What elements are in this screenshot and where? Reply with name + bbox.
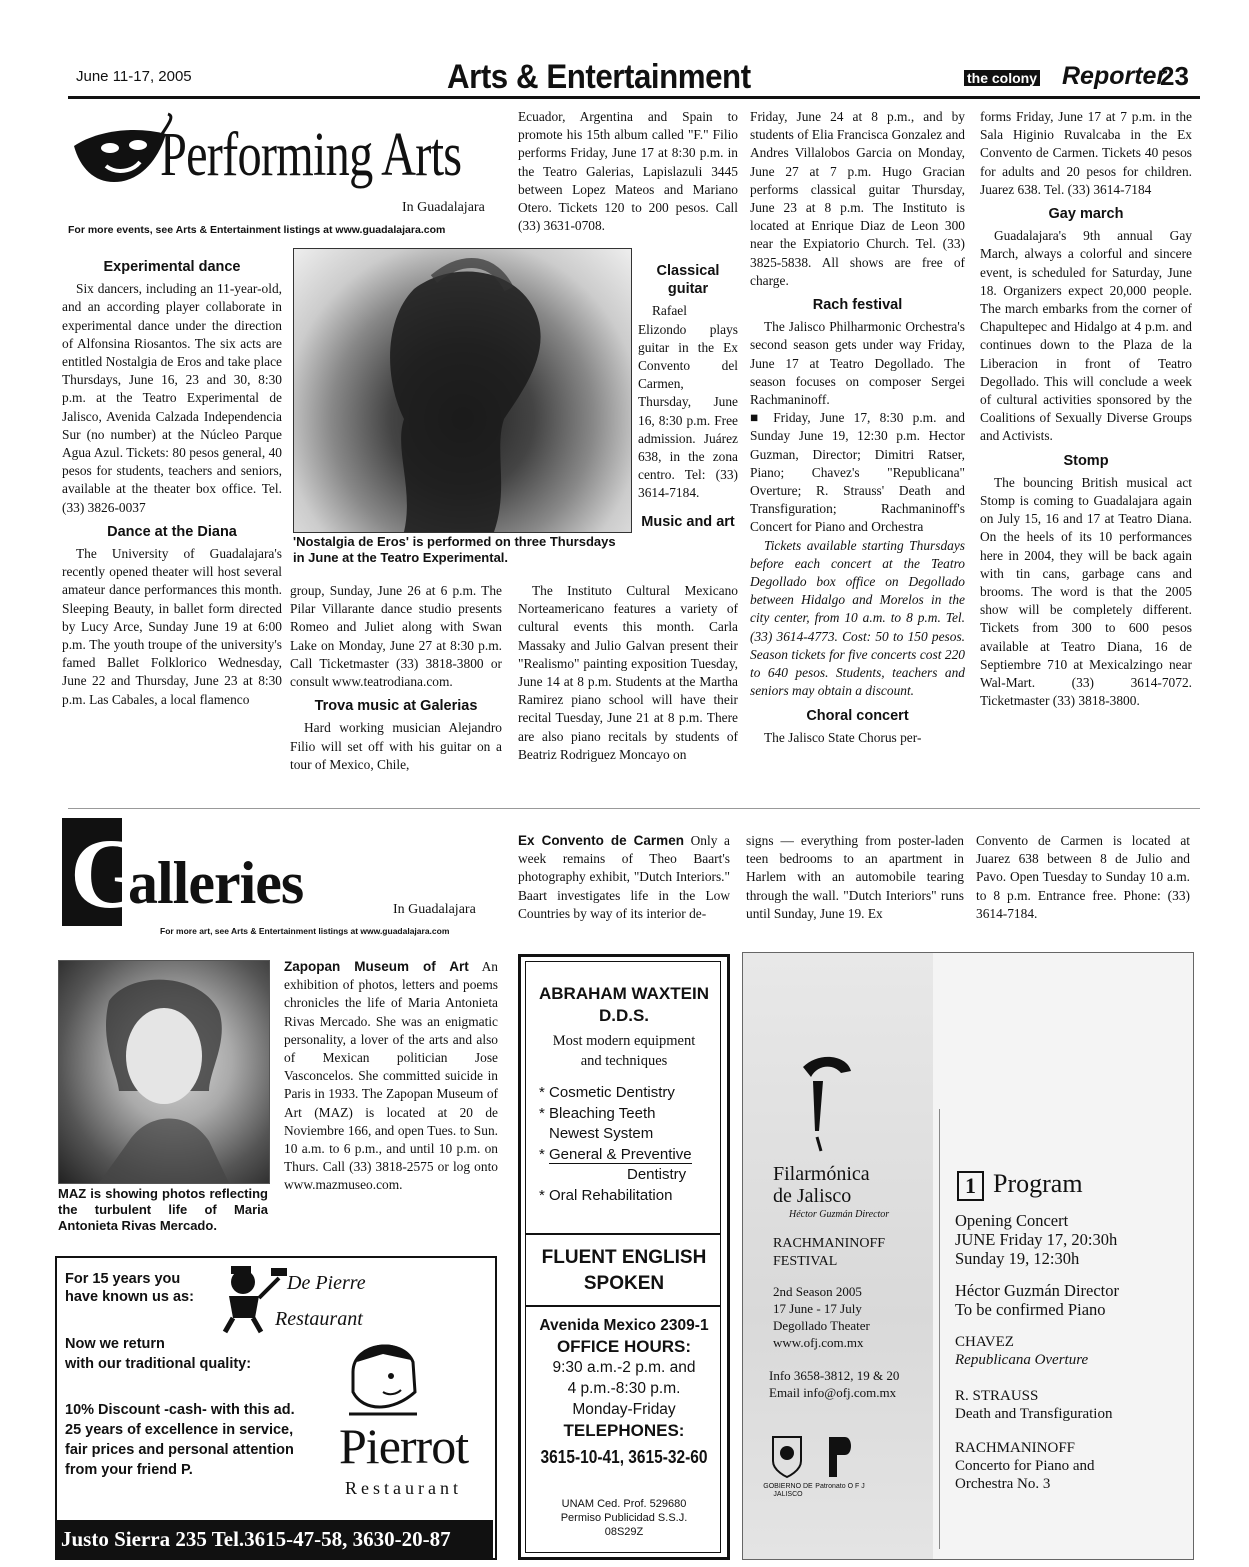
column-2 [290,582,502,774]
column-5 [980,108,1192,711]
program-director: Héctor Guzmán Director [955,1281,1120,1300]
ex-convento-text-2: signs — everything from poster-laden teen bedrooms to an apartment in Harlem with an automobile tearing through the wall. "Dutch Interiors" runs until Sunday, June 19. Ex [746,833,964,921]
heading-classical-guitar: Classical guitar [656,263,720,298]
dancer-figure-icon [294,249,631,532]
pierrot-ad [55,1256,497,1560]
dentist-dds: D.D.S. [598,1006,650,1025]
galleries-title-g: G [70,818,148,929]
column-3-guitar [638,256,738,535]
column-3-bottom [518,582,738,764]
phil-festival-2: FESTIVAL [773,1254,838,1269]
header-rule [68,96,1200,99]
phil-season-3: Degollado Theater [773,1318,870,1333]
pierrot-face-icon [343,1332,423,1422]
dentist-phone: 3615-10-41, 3615-32-60 [540,1447,708,1467]
phil-director-small: Héctor Guzmán Director [789,1209,890,1220]
bullet-icon: ■ [750,410,774,426]
pierrot-line-3: Now we return [65,1336,165,1352]
telephones-heading: TELEPHONES: [563,1421,685,1440]
phil-season-2: 17 June - 17 July [773,1301,862,1316]
heading-music-art: Music and art [641,513,735,530]
ex-convento-col2 [746,832,964,923]
heading-dance-diana: Dance at the Diana [107,523,237,540]
work-3b: Orchestra No. 3 [955,1476,1051,1492]
phil-org-2: de Jalisco [773,1185,852,1207]
maz-photo [58,960,270,1184]
trova-continued-text: Ecuador, Argentina and Spain to promote his 15th album called "F." Filio performs Friday, June 17 at 8:30 p.m. in the Teatro Galerias, Lapislazuli 3445 between Lopez Mateos and Mariano Otero. Tickets 120 to 200 pesos. Call (33) 3631-0708. [518,109,738,234]
page-number: 23 [1160,61,1189,91]
phil-email[interactable]: Email info@ofj.com.mx [769,1385,897,1400]
dentist-name: ABRAHAM WAXTEIN [539,984,709,1003]
dentist-permit: Permiso Publicidad S.S.J. [560,1512,688,1524]
pierrot-logo-sub: Restaurant [345,1478,462,1498]
column-1 [62,252,282,709]
program-title: Program [993,1169,1083,1198]
dentist-permit-code: 08S29Z [604,1526,644,1538]
ex-convento-col1 [518,832,730,923]
pierrot-line-6: 25 years of excellence in service, [65,1422,294,1438]
work-3a: Concerto for Piano and [955,1458,1095,1474]
office-hours-heading: OFFICE HOURS: [556,1337,692,1356]
dentist-service-3: * General & Preventive [539,1145,692,1163]
phil-org-1: Filarmónica [773,1163,870,1185]
maz-text: An exhibition of photos, letters and poems chronicles the life of Maria Antonieta Rivas Mercado. She was an enigmatic personality, a lover of the arts and also of Mexican politician Jose Vasconcelos. She committed suicide in Paris in 1933. The Zapopan Museum of Art (MAZ) is located at 20 de Noviembre 166, and open Tues. to Sun. 10 a.m. to 6 p.m., and until 10 p.m. on Thurs. Call (33) 3818-2575 or log onto www.mazmuseo.com. [284,959,499,1193]
fluent-english-1: FLUENT ENGLISH [541,1247,707,1268]
program-number: 1 [957,1171,984,1201]
concert-date-2: Sunday 19, 12:30h [955,1249,1080,1268]
heading-experimental-dance: Experimental dance [103,259,241,275]
pierrot-line-8: from your friend P. [65,1462,193,1478]
galleries-more-link[interactable]: For more art, see Arts & Entertainment listings at www.guadalajara.com [160,926,450,936]
fluent-english-2: SPOKEN [583,1273,665,1294]
experimental-dance-text: Six dancers, including an 11-year-old, and an according player collaborate in experimental dance under the direction of Alfonsina Riosantos. The six acts are entitled Nostalgia de Eros and take place Thursdays, June 16, 23 and 30, 8:30 p.m. at the Teatro Experimental de Jalisco, Avenida Calzada Independencia Sur (no number) at the Núcleo Parque Agua Azul. Tickets: 80 pesos general, 40 pesos for students, teachers and seniors, available at the theater box office. Tel. (33) 3826-0037 [62,281,282,515]
phil-info: Info 3658-3812, 19 & 20 [769,1368,900,1383]
maz-heading: Zapopan Museum of Art [284,959,469,974]
dentist-service-1: * Cosmetic Dentistry [539,1084,675,1101]
dentist-ad [518,954,730,1560]
phil-logo-gobierno: GOBIERNO DE JALISCO [763,1483,813,1498]
dentist-service-2b: Newest System [549,1125,654,1142]
office-hours-2: 4 p.m.-8:30 p.m. [567,1380,681,1397]
ex-convento-text-3: Convento de Carmen is located at Juarez 638 between 8 de Julio and Pavo. Open Tuesday to Sunday 10 a.m. to 8 p.m. Entrance free. Phone: (33) 3614-7184. [976,833,1190,921]
music-art-text: The Instituto Cultural Mexicano Norteamericano features a variety of cultural events this month. Carla Massaky and Julio Galvan present their "Realismo" painting exposition Tuesday, June 14 at 8 p.m. Students at the Martha Ramirez piano school will have their recital Tuesday, June 21 at 8 p.m. There are also piano recitals by students of Beatriz Rodriguez Moncayo on [518,583,738,762]
performing-arts-title: Performing Arts [160,121,462,189]
composer-2: R. STRAUSS [955,1388,1039,1404]
dentist-license: UNAM Ced. Prof. 529680 [561,1498,687,1510]
depierre-name: De Pierre [287,1272,366,1294]
dentist-tagline-1: Most modern equipment [552,1033,696,1049]
section-title: Arts & Entertainment [447,58,751,96]
composer-3: RACHMANINOFF [955,1440,1076,1456]
performing-arts-subtitle: In Guadalajara [402,200,485,215]
phil-logo-patronato: Patronato O F J [815,1483,865,1490]
opening-concert: Opening Concert [955,1211,1069,1230]
classical-guitar-text: Rafael Elizondo plays guitar in the Ex Convento del Carmen, Thursday, June 16, 8:30 p.m. Free admission. Juárez 638, in the zona centro. Tel: (33) 3614-7184. [638,303,738,501]
stomp-text: The bouncing British musical act Stomp is coming to Guadalajara again on July 15, 16 and 17 at Teatro Diana. On the heels of its 10 performances here in 2004, they will be back again with tin cans, garbage cans and brooms. The word is that the 2005 show will be completely different. Tickets from 300 to 600 pesos available at Teatro Diana, 16 de Septiembre 710 at Mexicalzingo near Wal-Mart. (33) 3614-7072. Ticketmaster (33) 3818-3800. [980,474,1192,709]
performing-arts-more-link[interactable]: For more events, see Arts & Entertainment listings at www.guadalajara.com [68,224,446,236]
pierrot-line-7: fair prices and personal attention [65,1442,294,1458]
maz-caption: MAZ is showing photos reflecting the turbulent life of Maria Antonieta Rivas Mercado. [58,1186,268,1233]
galleries-title: alleries [128,850,304,916]
phil-website[interactable]: www.ofj.com.mx [773,1335,864,1350]
pierrot-line-1: For 15 years you [65,1271,181,1287]
dance-diana-text: The University of Guadalajara's recently opened theater will host several amateur dance performances this month. Sleeping Beauty, in ballet form directed by Lucy Arce, Sunday June 19 at 6:00 p.m. The youth troupe of the university's famed Ballet Folklorico Wednesday, June 22 and Thursday, June 23 at 8:30 p.m. Las Cabales, a local flamenco [62,546,282,707]
heading-rach-festival: Rach festival [812,297,903,314]
office-hours-1: 9:30 a.m.-2 p.m. and [552,1359,696,1376]
work-1: Republicana Overture [955,1352,1089,1368]
heading-gay-march: Gay march [1048,206,1124,223]
ex-convento-heading: Ex Convento de Carmen [518,833,684,848]
diana-continued-text: group, Sunday, June 26 at 6 p.m. The Pilar Villarante dance studio presents Romeo and Juliet along with Swan Lake on Monday, June 27 at 8:30 p.m. Call Ticketmaster (33) 3818-3800 or consult www.teatrodiana.com. [290,583,502,690]
conductor-silhouette-icon [789,1051,869,1161]
gay-march-text: Guadalajara's 9th annual Gay March, always a colorful and sincere event, is scheduled for Saturday, June 18. Organizers expect 20,000 people. The march embarks from the corner of Chapultepec and Hidalgo at 4 p.m. and continues down to the Plaza de la Liberacion in front of Teatro Degollado. This will conclude a week of cultural activities sponsored by the Coalitions of Sexually Diverse Groups and Activists. [980,228,1192,444]
phil-season-1: 2nd Season 2005 [773,1284,862,1299]
heading-choral-concert: Choral concert [806,707,909,724]
dentist-address: Avenida Mexico 2309-1 [539,1317,709,1334]
paper-name: Reporter [1062,62,1167,90]
patronato-logo-icon [825,1433,855,1479]
rach-festival-text: The Jalisco Philharmonic Orchestra's second season gets under way Friday, June 17 at Teatro Degollado. The season focuses on composer Sergei Rachmaninoff. [750,319,965,408]
dentist-service-3b: Dentistry [627,1166,687,1183]
nostalgia-photo [293,248,632,533]
choral-continued-text: forms Friday, June 17 at 7 p.m. in the Sala Higinio Ruvalcaba in the Ex Convento de Carmen. Tickets 40 pesos for adults and 20 pesos for children. Juarez 638. Tel. (33) 3614-7184 [980,109,1192,197]
galleries-subtitle: In Guadalajara [393,902,476,917]
ex-convento-text-1: Only a week remains of Theo Baart's photography exhibit, "Dutch Interiors." Baart investigates life in the Low Countries by way of its interior de- [518,833,730,921]
issue-date: June 11-17, 2005 [76,68,192,85]
work-2: Death and Transfiguration [955,1406,1113,1422]
column-3-top [518,108,738,235]
dentist-service-4: * Oral Rehabilitation [539,1186,673,1204]
phil-festival-1: RACHMANINOFF [773,1236,886,1251]
composer-1: CHAVEZ [955,1334,1014,1350]
philharmonic-ad [742,952,1194,1560]
pierrot-footer: Justo Sierra 235 Tel.3615-47-58, 3630-20-87 [55,1520,493,1558]
choral-concert-text: The Jalisco State Chorus per- [764,729,922,745]
woman-portrait-icon [59,961,269,1183]
maz-column [284,958,498,1195]
photo-caption: 'Nostalgia de Eros' is performed on three Thursdays in June at the Teatro Experimental. [293,534,616,565]
pierrot-line-4: with our traditional quality: [65,1356,252,1372]
dentist-tagline-2: and techniques [580,1053,668,1069]
rach-program-text: Friday, June 17, 8:30 p.m. and Sunday June 19, 12:30 p.m. Hector Guzman, Director; Dimitri Ratser, Piano; Chavez's "Republicana" Overture; R. Strauss' Death and Transfiguration; Rachmaninoff's Concert for Piano and Orchestra [750,410,965,535]
section-divider [68,808,1200,809]
concert-date-1: JUNE Friday 17, 20:30h [955,1230,1118,1249]
column-4 [750,108,965,747]
paper-name-small: the colony [964,70,1040,86]
ex-convento-col3 [976,832,1190,923]
depierre-restaurant: Restaurant [275,1308,363,1330]
office-hours-3: Monday-Friday [572,1401,676,1418]
trova-music-text: Hard working musician Alejandro Filio will set off with his guitar on a tour of Mexico, Chile, [290,720,502,772]
program-piano: To be confirmed Piano [955,1300,1106,1319]
heading-stomp: Stomp [1063,452,1109,469]
rach-tickets-text: Tickets available starting Thursdays before each concert at the Teatro Degollado box office on Degollado between Hidalgo and Morelos in the city center, from 10 a.m. to 8 p.m. Tel. (33) 3614-4773. Cost: 50 to 150 pesos. Season tickets for five concerts cost 220 to 640 pesos. Students, teachers and seniors may obtain a discount. [750,537,965,699]
heading-trova-music: Trova music at Galerias [314,698,478,715]
pierrot-discount: 10% Discount -cash- with this ad. [65,1402,295,1418]
jalisco-crest-icon [767,1431,807,1481]
pierrot-logo: Pierrot [339,1418,469,1474]
pierrot-line-2: have known us as: [65,1289,194,1305]
music-art-continued-text: Friday, June 24 at 8 p.m., and by students of Elia Francisca Gonzalez and Andres Villalobos Garcia on Monday, June 27 at 7 p.m. Hugo Gracian performs classical guitar Thursday, June 23 at 8 p.m. The Instituto is located at Enrique Diaz de Leon 300 near the Expiatorio Church. Tel. (33) 3825-5838. All shows are free of charge. [750,109,965,288]
dentist-service-2: * Bleaching Teeth [539,1104,656,1122]
